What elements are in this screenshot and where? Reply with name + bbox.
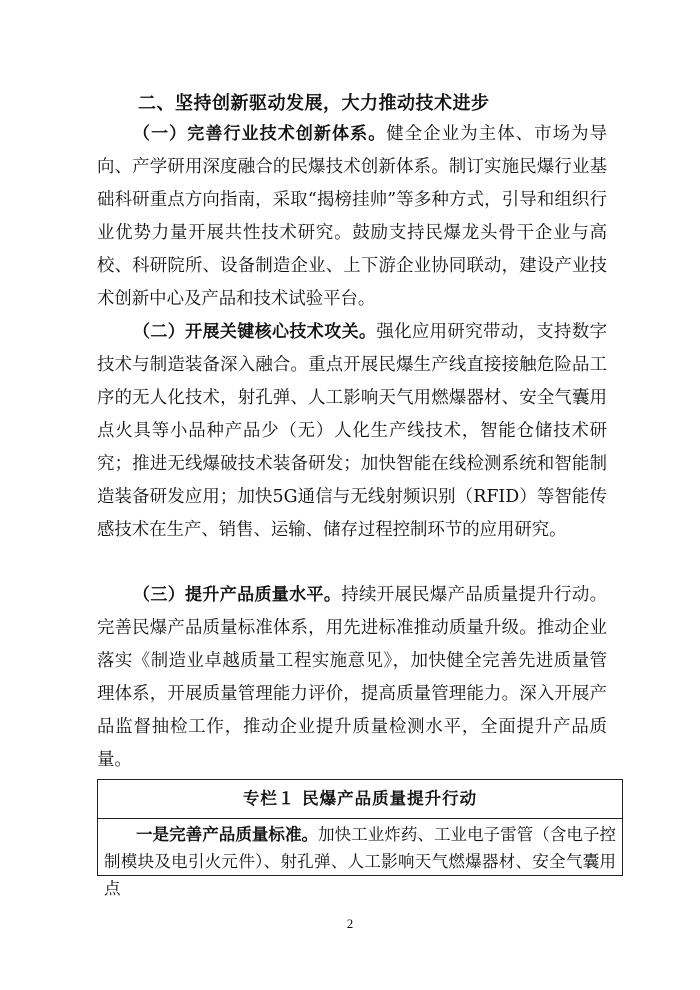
paragraph-body: 强化应用研究带动，支持数字技术与制造装备深入融合。重点开展民爆生产线直接接触危险品工序的无人化技术，射孔弹、人工影响天气用燃爆器材、安全气囊用点火具等小品种产品少（无）人化生产线技术，智能仓储技术研究；推进无线爆破技术装备研发；加快智能在线检测系统和智能制造装备研发应用；加快5G通信与无线射频识别（RFID）等智能传感技术在生产、销售、运输、储存过程控制环节的应用研究。 bbox=[97, 322, 607, 540]
column-box bbox=[97, 779, 623, 898]
paragraph-lead: （一）完善行业技术创新体系。 bbox=[133, 124, 387, 144]
column-box-body bbox=[98, 819, 622, 902]
paragraph-core-technology bbox=[97, 316, 607, 547]
paragraph-body: 持续开展民爆产品质量提升行动。完善民爆产品质量标准体系，用先进标准推动质量升级。推动企业落实《制造业卓越质量工程实施意见》，加快健全完善先进质量管理体系，开展质量管理能力评价，提高质量管理能力。深入开展产品监督抽检工作，推动企业提升质量检测水平，全面提升产品质量。 bbox=[97, 585, 607, 770]
paragraph-innovation-system bbox=[97, 118, 607, 316]
paragraph-lead: （三）提升产品质量水平。 bbox=[133, 585, 342, 605]
column-box-title: 专栏１ 民爆产品质量提升行动 bbox=[98, 780, 622, 819]
column-box-text: 加快工业炸药、工业电子雷管（含电子控制模块及电引火元件）、射孔弹、人工影响天气燃爆器材、安全气囊用点 bbox=[104, 825, 617, 898]
page-number: 2 bbox=[346, 916, 354, 931]
paragraph-product-quality bbox=[97, 579, 607, 777]
paragraph-lead: （二）开展关键核心技术攻关。 bbox=[133, 322, 377, 342]
column-box-lead: 一是完善产品质量标准。 bbox=[136, 825, 319, 844]
section-heading: 二、坚持创新驱动发展，大力推动技术进步 bbox=[138, 93, 490, 114]
paragraph-body: 健全企业为主体、市场为导向、产学研用深度融合的民爆技术创新体系。制订实施民爆行业基础科研重点方向指南，采取“揭榜挂帅”等多种方式，引导和组织行业优势力量开展共性技术研究。鼓励支持民爆龙头骨干企业与高校、科研院所、设备制造企业、上下游企业协同联动，建设产业技术创新中心及产品和技术试验平台。 bbox=[97, 124, 607, 309]
